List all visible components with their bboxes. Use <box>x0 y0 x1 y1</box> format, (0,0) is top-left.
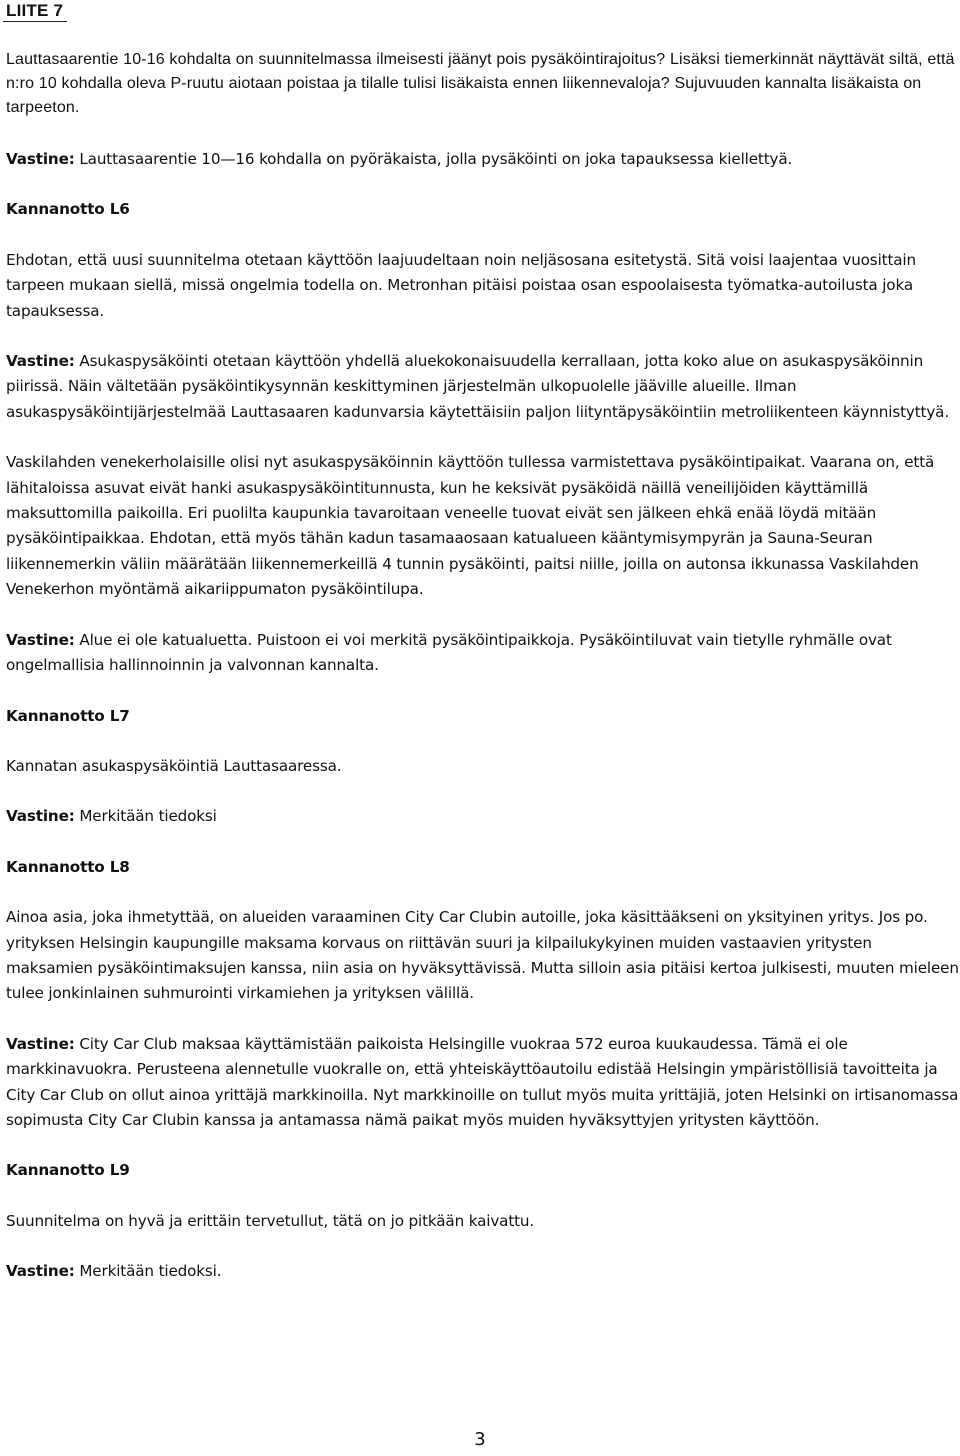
response-text: Alue ei ole katualuetta. Puistoon ei voi merkitä pysäköintipaikkoja. Pysäköintiluvat vain tietylle ryhmälle ovat ongelmallisia hallinnoinnin ja valvonnan kannalta. <box>6 630 892 675</box>
statement-paragraph: Kannatan asukaspysäköintiä Lauttasaaressa. <box>6 756 342 775</box>
response-text: Merkitään tiedoksi <box>74 807 217 826</box>
statement-paragraph: Suunnitelma on hyvä ja erittäin tervetullut, tätä on jo pitkään kaivattu. <box>6 1211 535 1230</box>
response-label: Vastine: <box>6 1034 75 1053</box>
response-text: Merkitään tiedoksi. <box>74 1262 222 1281</box>
response-label: Vastine: <box>6 807 75 826</box>
appendix-underline <box>3 21 67 22</box>
statement-heading: Kannanotto L7 <box>6 706 130 725</box>
response-text: City Car Club maksaa käyttämistään paikoista Helsingille vuokraa 572 euroa kuukaudessa. Tämä ei ole markkinavuokra. Perusteena alennetulle vuokralle on, että yhteiskäyttöautoilu edistää Helsingin ympäristöllisiä tavoitteita ja City Car Club on ollut ainoa yrittäjä markkinoilla. Nyt markkinoille on tullut myös muita yrittäjiä, joten Helsinki on irtisanomassa sopimusta City Car Clubin kanssa ja antamassa nämä paikat myös muiden hyväksyttyjen yritysten käyttöön. <box>6 1034 959 1129</box>
statement-heading: Kannanotto L6 <box>6 200 130 219</box>
response-paragraph <box>6 349 960 425</box>
response-label: Vastine: <box>6 630 75 649</box>
document-body <box>6 147 960 1310</box>
response-text: Lauttasaarentie 10—16 kohdalla on pyöräkaista, jolla pysäköinti on joka tapauksessa kiellettyä. <box>74 150 793 168</box>
response-label: Vastine: <box>6 1262 75 1281</box>
statement-heading: Kannanotto L9 <box>6 1161 130 1180</box>
response-paragraph <box>6 804 960 829</box>
statement-paragraph: Ehdotan, että uusi suunnitelma otetaan käyttöön laajuudeltaan noin neljäsosana esitetystä. Sitä voisi laajentaa vuosittain tarpeen mukaan siellä, missä ongelmia todella on. Metronhan pitäisi poistaa osan espoolaisesta työmatka-autoilusta joka tapauksessa. <box>6 250 916 320</box>
response-label: Vastine: <box>6 352 75 371</box>
appendix-label: LIITE 7 <box>6 1 64 20</box>
response-paragraph <box>6 1259 960 1284</box>
response-paragraph <box>6 147 960 172</box>
response-text: Asukaspysäköinti otetaan käyttöön yhdellä aluekokonaisuudella kerrallaan, jotta koko alue on asukaspysäköinnin piirissä. Näin vältetään pysäköintikysynnän keskittyminen järjestelmän ulkopuolelle jääville alueille. Ilman asukaspysäköintijärjestelmää Lauttasaaren kadunvarsia käytettäisiin paljon liityntäpysäköintiin metroliikenteen käynnistyttyä. <box>6 352 950 421</box>
statement-paragraph: Vaskilahden venekerholaisille olisi nyt asukaspysäköinnin käyttöön tullessa varmistettava pysäköintipaikat. Vaarana on, että lähitaloissa asuvat eivät hanki asukaspysäköintitunnusta, kun he keksivät pysäköidä näillä veneilijöiden käyttämillä maksuttomilla paikoilla. Eri puolilta kaupunkia tavaroitaan veneelle tuovat eivät sen jälkeen ehkä enää löydä mitään pysäköintipaikkaa. Ehdotan, että myös tähän kadun tasamaaosaan katualueen kääntymisympyrän ja Sauna-Seuran liikennemerkin väliin määrätään liikennemerkeillä 4 tunnin pysäköinti, paitsi niille, joilla on autonsa ikkunassa Vaskilahden Venekerhon myöntämä aikariippumaton pysäköintilupa. <box>6 453 935 599</box>
response-paragraph <box>6 1032 960 1134</box>
page-number: 3 <box>474 1429 486 1450</box>
response-label: Vastine: <box>6 150 75 168</box>
statement-paragraph: Ainoa asia, joka ihmetyttää, on alueiden varaaminen City Car Clubin autoille, joka käsittääkseni on yksityinen yritys. Jos po. yrityksen Helsingin kaupungille maksama korvaus on riittävän suuri ja kilpailukykyinen muiden vastaavien yritysten maksamien pysäköintimaksujen kanssa, niin asia on hyväksyttävissä. Mutta silloin asia pitäisi kertoa julkisesti, muuten mieleen tulee jonkinlainen suhmurointi virkamiehen ja yrityksen välillä. <box>6 908 959 1003</box>
response-paragraph <box>6 628 960 679</box>
statement-heading: Kannanotto L8 <box>6 857 130 876</box>
intro-paragraph: Lauttasaarentie 10-16 kohdalta on suunnitelmassa ilmeisesti jäänyt pois pysäköintirajoitus? Lisäksi tiemerkinnät näyttävät siltä, että n:ro 10 kohdalla oleva P-ruutu aiotaan poistaa ja tilalle tulisi lisäkaista ennen liikennevaloja? Sujuvuuden kannalta lisäkaista on tarpeeton. <box>6 51 955 116</box>
